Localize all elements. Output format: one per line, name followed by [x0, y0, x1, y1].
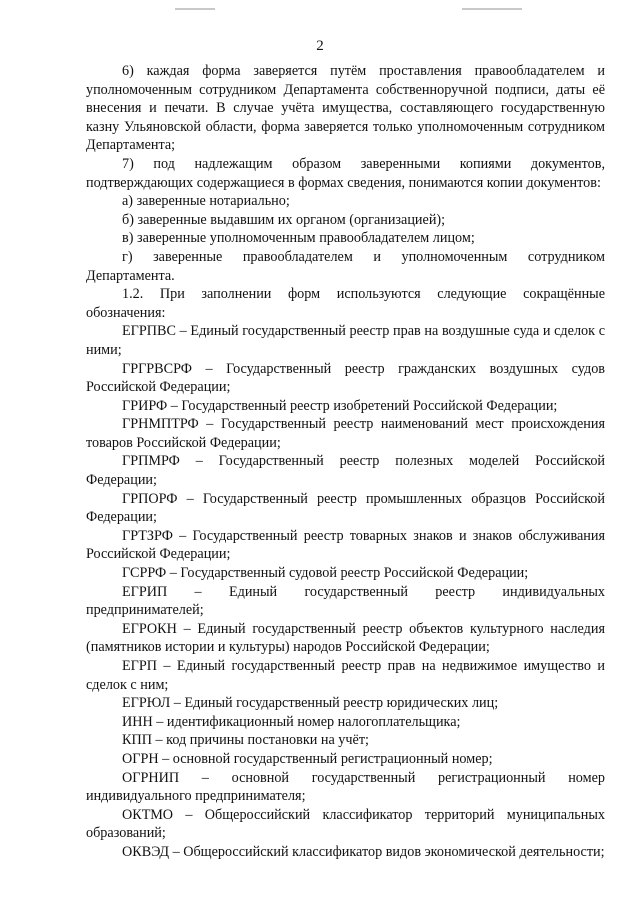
abbreviation-egrp: ЕГРП – Единый государственный реестр прав на недвижимое имущество и сделок с ним; [86, 658, 605, 693]
list-item-g: г) заверенные правообладателем и уполномоченным сотрудником Департамента. [86, 248, 605, 284]
abbreviation-oktmo: ОКТМО – Общероссийский классификатор территорий муниципальных образований; [86, 806, 605, 842]
page-number: 2 [316, 38, 324, 54]
paragraph-item-7: 7) под надлежащим образом заверенными копиями документов, подтверждающих содержащиеся в формах сведения, понимаются копии документов: [86, 155, 605, 191]
abbreviation-inn: ИНН – идентификационный номер налогоплательщика; [122, 713, 461, 730]
abbreviation-gsrrf: ГСРРФ – Государственный судовой реестр Российской Федерации; [122, 565, 529, 582]
abbreviation-egrokn: ЕГРОКН – Единый государственный реестр объектов культурного наследия (памятников истории и культуры) народов Российской Федерации; [86, 620, 605, 656]
document-body [86, 62, 605, 862]
abbreviation-egryul: ЕГРЮЛ – Единый государственный реестр юридических лиц; [122, 695, 499, 712]
list-item-b: б) заверенные выдавшим их органом (организацией); [122, 211, 446, 228]
abbreviation-grtzrf: ГРТЗРФ – Государственный реестр товарных знаков и знаков обслуживания Российской Федерации; [86, 527, 605, 563]
list-item-v: в) заверенные уполномоченным правообладателем лицом; [122, 230, 475, 247]
abbreviation-kpp: КПП – код причины постановки на учёт; [122, 732, 369, 749]
abbreviation-egrpvs: ЕГРПВС – Единый государственный реестр прав на воздушные суда и сделок с ними; [86, 323, 605, 358]
abbreviation-ogrn: ОГРН – основной государственный регистрационный номер; [122, 750, 493, 767]
abbreviation-okved: ОКВЭД – Общероссийский классификатор видов экономической деятельности; [122, 843, 605, 860]
scan-artifact-right [462, 8, 522, 10]
abbreviation-egrip: ЕГРИП – Единый государственный реестр индивидуальных предпринимателей; [86, 583, 605, 619]
abbreviation-grpmrf: ГРПМРФ – Государственный реестр полезных моделей Российской Федерации; [86, 453, 605, 489]
abbreviation-ogrnip: ОГРНИП – основной государственный регистрационный номер индивидуального предпринимателя; [86, 769, 605, 805]
scan-artifact-left [175, 8, 215, 10]
abbreviation-grgrvsrf: ГРГРВСРФ – Государственный реестр гражданских воздушных судов Российской Федерации; [86, 360, 605, 396]
list-item-a: а) заверенные нотариально; [122, 193, 290, 210]
abbreviation-grporf: ГРПОРФ – Государственный реестр промышленных образцов Российской Федерации; [86, 490, 605, 526]
abbreviation-grnmptrf: ГРНМПТРФ – Государственный реестр наименований мест происхождения товаров Российской Федерации; [86, 416, 605, 451]
paragraph-item-6: 6) каждая форма заверяется путём проставления правообладателем и уполномоченным сотрудником Департамента собственноручной подписи, даты её внесения и печати. В случае учёта имущества, составляющего государственную казну Ульяновской области, форма заверяется только уполномоченным сотрудником Департамента; [86, 63, 605, 154]
abbreviation-grirf: ГРИРФ – Государственный реестр изобретений Российской Федерации; [122, 397, 558, 414]
section-1-2-intro: 1.2. При заполнении форм используются следующие сокращённые обозначения: [86, 286, 605, 321]
